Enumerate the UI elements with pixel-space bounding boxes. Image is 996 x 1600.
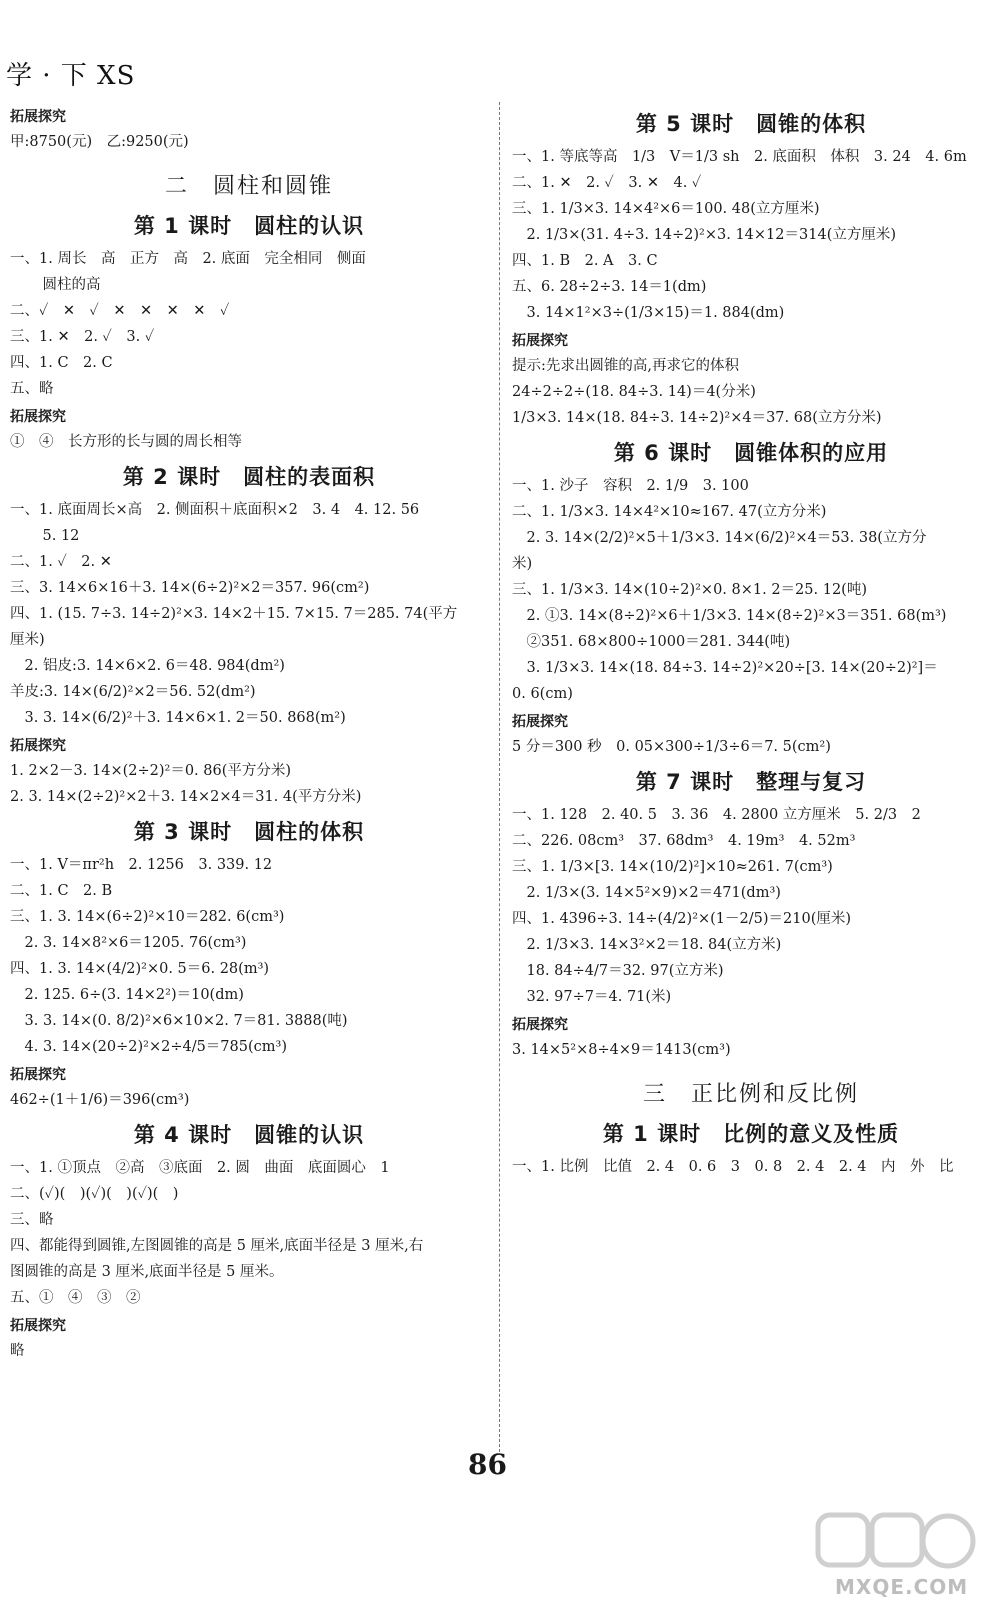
answer-line: 0. 6(cm) — [512, 686, 573, 702]
answer-line: 3. 14×5²×8÷4×9＝1413(cm³) — [512, 1042, 731, 1058]
lesson-block — [10, 816, 488, 1113]
extension-label: 拓展探究 — [10, 109, 66, 125]
page-header-title: 学 · 下 XS — [6, 61, 136, 91]
answer-line: 五、略 — [10, 381, 54, 397]
chapter-title: 二 圆柱和圆锥 — [164, 174, 333, 199]
answer-line: 32. 97÷7＝4. 71(米) — [512, 989, 672, 1005]
lesson-title: 第 5 课时 圆锥的体积 — [635, 112, 867, 136]
lesson-title: 第 4 课时 圆锥的认识 — [133, 1123, 365, 1147]
answer-line: 一、1. 比例 比值 2. 4 0. 6 3 0. 8 2. 4 2. 4 内 外 比 — [512, 1159, 954, 1175]
answer-line: 4. 3. 14×(20÷2)²×2÷4/5＝785(cm³) — [10, 1039, 287, 1055]
answer-line: 米) — [512, 556, 533, 572]
answer-line: 24÷2÷2÷(18. 84÷3. 14)＝4(分米) — [512, 384, 756, 400]
answer-line: 四、都能得到圆锥,左图圆锥的高是 5 厘米,底面半径是 3 厘米,右 — [10, 1238, 424, 1254]
answer-line: 三、1. 1/3×[3. 14×(10/2)²]×10≈261. 7(cm³) — [512, 859, 833, 875]
page-number: 86 — [468, 1448, 507, 1481]
answer-line: 二、1. ✕ 2. ✓ 3. ✕ 4. ✓ — [512, 175, 702, 191]
watermark-text: MXQE.COM — [835, 1575, 969, 1599]
extension-label: 拓展探究 — [10, 1318, 66, 1334]
answer-line: 二、(✓)( )(✓)( )(✓)( ) — [10, 1186, 179, 1202]
answer-line: 1. 2×2－3. 14×(2÷2)²＝0. 86(平方分米) — [10, 763, 292, 779]
answer-line: 圆柱的高 — [28, 277, 101, 293]
answer-line: 一、1. 周长 高 正方 高 2. 底面 完全相同 侧面 — [10, 251, 366, 267]
lesson-block — [512, 437, 990, 760]
left-column — [10, 102, 488, 1364]
answer-line: 3. 3. 14×(6/2)²＋3. 14×6×1. 2＝50. 868(m²) — [10, 710, 346, 726]
answer-line: 三、1. 1/3×3. 14×4²×6＝100. 48(立方厘米) — [512, 201, 820, 217]
answer-line: 1/3×3. 14×(18. 84÷3. 14÷2)²×4＝37. 68(立方分米) — [512, 410, 882, 426]
answer-line: 一、1. 128 2. 40. 5 3. 36 4. 2800 立方厘米 5. 2/3 2 — [512, 807, 921, 823]
lesson-block — [512, 108, 990, 431]
answer-line: 图圆锥的高是 3 厘米,底面半径是 5 厘米。 — [10, 1264, 284, 1280]
column-divider — [499, 102, 500, 1452]
answer-line: 略 — [10, 1343, 25, 1359]
lesson-title: 第 3 课时 圆柱的体积 — [133, 820, 365, 844]
answer-line: 四、1. (15. 7÷3. 14÷2)²×3. 14×2＋15. 7×15. 7＝285. 74(平方 — [10, 606, 458, 622]
extension-label: 拓展探究 — [10, 409, 66, 425]
answer-line: 三、略 — [10, 1212, 54, 1228]
lesson-title: 第 2 课时 圆柱的表面积 — [122, 465, 376, 489]
extension-label: 拓展探究 — [10, 1067, 66, 1083]
lesson-block — [10, 210, 488, 455]
answer-line: 5 分＝300 秒 0. 05×300÷1/3÷6＝7. 5(cm²) — [512, 739, 831, 755]
answer-line: 五、① ④ ③ ② — [10, 1290, 141, 1306]
answer-line: 2. 3. 14×(2÷2)²×2＋3. 14×2×4＝31. 4(平方分米) — [10, 789, 362, 805]
answer-line: 一、1. ①顶点 ②高 ③底面 2. 圆 曲面 底面圆心 1 — [10, 1160, 390, 1176]
answer-line: 5. 12 — [28, 528, 80, 544]
lesson-title: 第 1 课时 比例的意义及性质 — [602, 1122, 900, 1146]
answer-line: 四、1. C 2. C — [10, 355, 113, 371]
answer-line: 羊皮:3. 14×(6/2)²×2＝56. 52(dm²) — [10, 684, 256, 700]
answer-line: 二、1. 1/3×3. 14×4²×10≈167. 47(立方分米) — [512, 504, 827, 520]
answer-line: 3. 1/3×3. 14×(18. 84÷3. 14÷2)²×20÷[3. 14×(20÷2)²]＝ — [512, 660, 938, 676]
answer-line: 3. 3. 14×(0. 8/2)²×6×10×2. 7＝81. 3888(吨) — [10, 1013, 348, 1029]
extension-label: 拓展探究 — [512, 714, 568, 730]
answer-line: 甲:8750(元) 乙:9250(元) — [10, 134, 189, 150]
answer-line: 四、1. 3. 14×(4/2)²×0. 5＝6. 28(m³) — [10, 961, 270, 977]
answer-line: 2. ①3. 14×(8÷2)²×6＋1/3×3. 14×(8÷2)²×3＝351. 68(m³) — [512, 608, 947, 624]
answer-line: 三、1. ✕ 2. ✓ 3. ✓ — [10, 329, 155, 345]
extension-label: 拓展探究 — [512, 1017, 568, 1033]
lesson-block — [512, 766, 990, 1063]
answer-line: 一、1. 等底等高 1/3 V＝1/3 sh 2. 底面积 体积 3. 24 4. 6m — [512, 149, 967, 165]
extension-label: 拓展探究 — [512, 333, 568, 349]
answer-line: 一、1. 底面周长×高 2. 侧面积＋底面积×2 3. 4 4. 12. 56 — [10, 502, 420, 518]
answer-line: 三、1. 1/3×3. 14×(10÷2)²×0. 8×1. 2＝25. 12(吨) — [512, 582, 867, 598]
answer-line: 五、6. 28÷2÷3. 14＝1(dm) — [512, 279, 707, 295]
chapter-title: 三 正比例和反比例 — [642, 1082, 859, 1107]
answer-line: 2. 1/3×3. 14×3²×2＝18. 84(立方米) — [512, 937, 782, 953]
answer-line: 二、226. 08cm³ 37. 68dm³ 4. 19m³ 4. 52m³ — [512, 833, 856, 849]
answer-line: 18. 84÷4/7＝32. 97(立方米) — [512, 963, 724, 979]
lesson-block — [512, 1118, 990, 1180]
answer-line: ②351. 68×800÷1000＝281. 344(吨) — [512, 634, 791, 650]
answer-line: 一、1. 沙子 容积 2. 1/9 3. 100 — [512, 478, 749, 494]
answer-line: 二、1. C 2. B — [10, 883, 113, 899]
lesson-title: 第 6 课时 圆锥体积的应用 — [613, 441, 889, 465]
answer-line: 四、1. B 2. A 3. C — [512, 253, 658, 269]
answer-line: 三、1. 3. 14×(6÷2)²×10＝282. 6(cm³) — [10, 909, 285, 925]
lesson-title: 第 7 课时 整理与复习 — [635, 770, 867, 794]
answer-line: 462÷(1＋1/6)＝396(cm³) — [10, 1092, 190, 1108]
answer-line: 2. 3. 14×(2/2)²×5＋1/3×3. 14×(6/2)²×4＝53. 38(立方分 — [512, 530, 927, 546]
answer-line: 二、✓ ✕ ✓ ✕ ✕ ✕ ✕ ✓ — [10, 303, 230, 319]
answer-line: 3. 14×1²×3÷(1/3×15)＝1. 884(dm) — [512, 305, 785, 321]
right-column — [512, 102, 990, 1180]
answer-line: ① ④ 长方形的长与圆的周长相等 — [10, 434, 242, 450]
answer-line: 一、1. V＝πr²h 2. 1256 3. 339. 12 — [10, 857, 273, 873]
answer-line: 2. 3. 14×8²×6＝1205. 76(cm³) — [10, 935, 247, 951]
lesson-title: 第 1 课时 圆柱的认识 — [133, 214, 365, 238]
answer-line: 厘米) — [10, 632, 45, 648]
answer-line: 2. 1/3×(3. 14×5²×9)×2＝471(dm³) — [512, 885, 781, 901]
lesson-block — [10, 1119, 488, 1364]
answer-line: 2. 125. 6÷(3. 14×2²)＝10(dm) — [10, 987, 244, 1003]
extension-label: 拓展探究 — [10, 738, 66, 754]
answer-line: 2. 铝皮:3. 14×6×2. 6＝48. 984(dm²) — [10, 658, 285, 674]
answer-line: 二、1. ✓ 2. ✕ — [10, 554, 112, 570]
answer-line: 提示:先求出圆锥的高,再求它的体积 — [512, 358, 739, 374]
lesson-block — [10, 461, 488, 810]
answer-line: 四、1. 4396÷3. 14÷(4/2)²×(1－2/5)＝210(厘米) — [512, 911, 852, 927]
answer-line: 2. 1/3×(31. 4÷3. 14÷2)²×3. 14×12＝314(立方厘米) — [512, 227, 897, 243]
answer-line: 三、3. 14×6×16＋3. 14×(6÷2)²×2＝357. 96(cm²) — [10, 580, 370, 596]
